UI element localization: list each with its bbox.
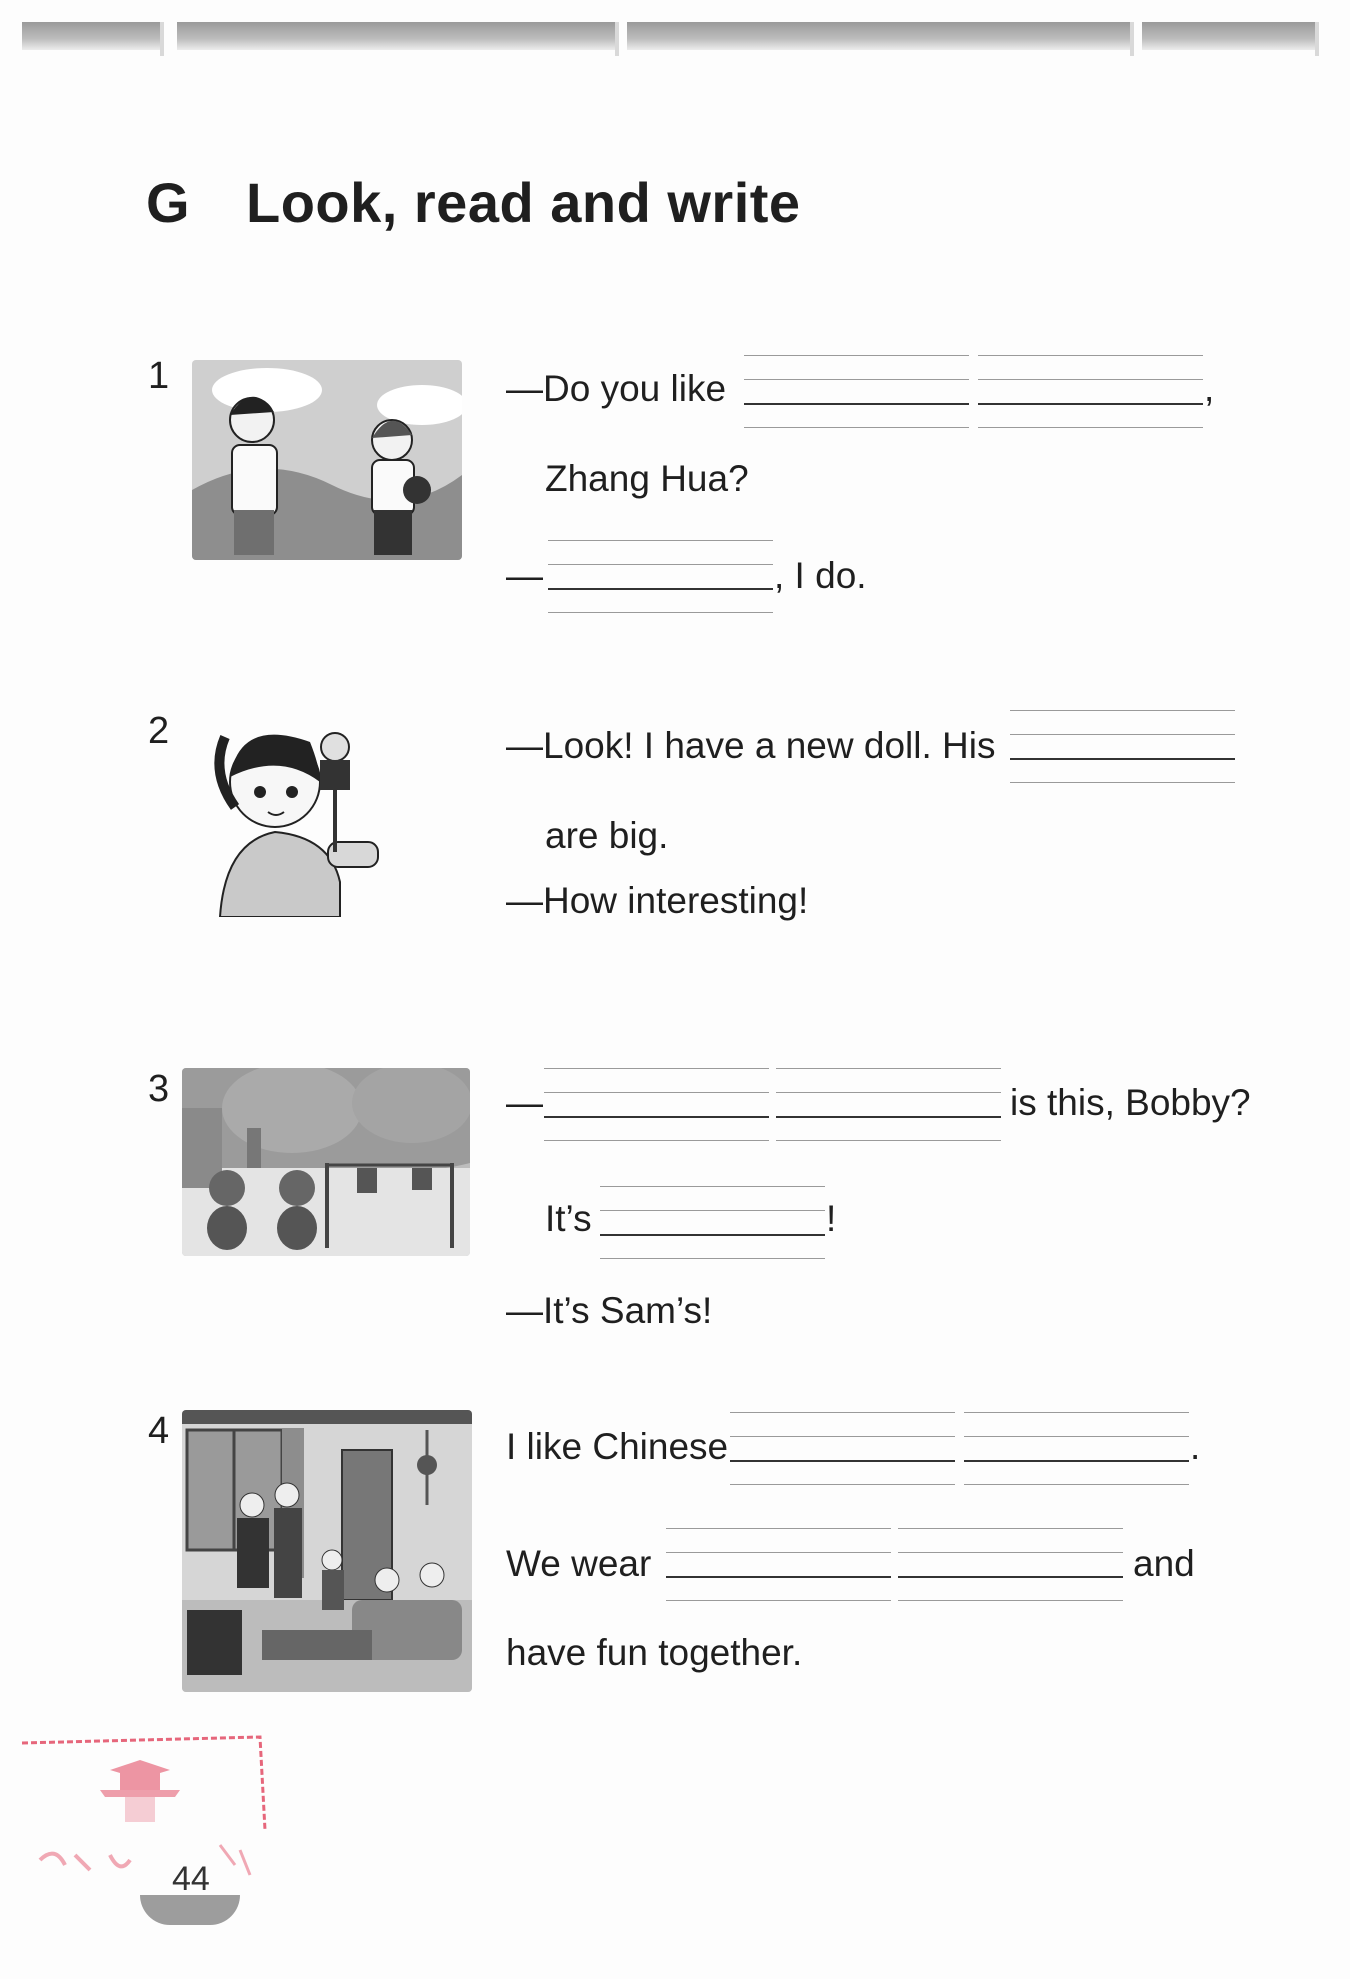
item-2-line-3: —How interesting! <box>506 880 809 921</box>
item-4-line-2-suffix: and <box>1133 1543 1195 1584</box>
item-3-line-2-prefix: It’s <box>545 1198 592 1239</box>
red-library-stamp <box>20 1735 270 1905</box>
item-1-line-1-suffix: , <box>1204 368 1215 409</box>
item-1-illustration <box>192 360 462 560</box>
item-4-line-2-prefix: We wear <box>506 1543 652 1584</box>
item-2-line-2: are big. <box>545 815 669 856</box>
item-4-line-1-prefix: I like Chinese <box>506 1426 729 1467</box>
page-tab-decoration <box>140 1895 240 1925</box>
section-letter: G <box>146 171 191 234</box>
item-2-illustration <box>200 712 415 917</box>
item-number-3: 3 <box>148 1068 170 1110</box>
item-3-line-1-prefix: — <box>506 1082 543 1123</box>
item-4-illustration <box>182 1410 472 1692</box>
item-2-blank-1[interactable] <box>1010 710 1235 782</box>
item-4-blank-2[interactable] <box>964 1412 1189 1484</box>
item-1-blank-3[interactable] <box>548 540 773 612</box>
item-4-line-3: have fun together. <box>506 1632 803 1673</box>
item-1-line-3-prefix: — <box>506 555 543 596</box>
item-3-line-2-suffix: ! <box>826 1198 837 1239</box>
item-3-blank-3[interactable] <box>600 1186 825 1258</box>
section-heading: Look, read and write <box>246 171 801 234</box>
page-number: 44 <box>172 1860 210 1898</box>
item-number-2: 2 <box>148 710 170 752</box>
item-3-blank-2[interactable] <box>776 1068 1001 1140</box>
item-1-blank-2[interactable] <box>978 355 1203 427</box>
item-1-line-3-suffix: , I do. <box>774 555 867 596</box>
item-4-blank-4[interactable] <box>898 1528 1123 1600</box>
item-number-4: 4 <box>148 1410 170 1452</box>
top-decorative-bar <box>22 22 1317 52</box>
item-3-line-1-suffix: is this, Bobby? <box>1010 1082 1251 1123</box>
item-3-illustration <box>182 1068 470 1256</box>
item-3-blank-1[interactable] <box>544 1068 769 1140</box>
item-3-line-3: —It’s Sam’s! <box>506 1290 713 1331</box>
item-1-line-1-prefix: —Do you like <box>506 368 727 409</box>
item-4-blank-1[interactable] <box>730 1412 955 1484</box>
item-2-line-1-prefix: —Look! I have a new doll. His <box>506 725 996 766</box>
item-1-line-2: Zhang Hua? <box>545 458 749 499</box>
item-1-blank-1[interactable] <box>744 355 969 427</box>
section-title <box>146 170 801 235</box>
item-4-line-1-suffix: . <box>1190 1426 1201 1467</box>
item-number-1: 1 <box>148 355 170 397</box>
item-4-blank-3[interactable] <box>666 1528 891 1600</box>
